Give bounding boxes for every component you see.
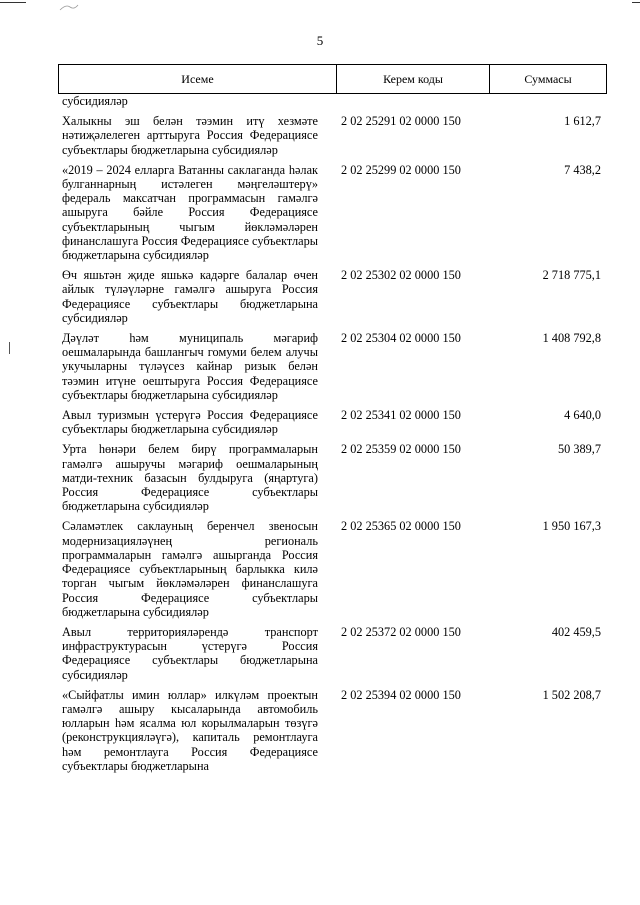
table-row (62, 268, 607, 325)
row-name: Авыл территорияләрендә транспорт инфраструктурасын үстерүгә Россия Федерациясе субъектлары бюджетларына субсидияләр (62, 624, 318, 682)
row-amount: 1 612,7 (564, 114, 601, 129)
row-code: 2 02 25304 02 0000 150 (341, 331, 461, 346)
row-code: 2 02 25359 02 0000 150 (341, 442, 461, 457)
table-row (62, 688, 607, 773)
row-code: 2 02 25291 02 0000 150 (341, 114, 461, 129)
row-name: Дәүләт һәм муниципаль мәгариф оешмаларында башлангыч гомуми белем алучы укучыларны түләүсез кайнар ризык белән тәэмин итүне оештыруга Россия Федерациясе субъектлары бюджетларына субсидияләр (62, 331, 318, 402)
table-row (62, 331, 607, 402)
scan-artifact-line (0, 2, 26, 3)
page-number: 5 (316, 33, 324, 48)
scan-artifact-mark (58, 2, 80, 12)
row-name: субсидияләр (62, 94, 128, 108)
row-name: Авыл туризмын үстерүгә Россия Федерациясе субъектлары бюджетларына субсидияләр (62, 408, 318, 437)
row-code: 2 02 25341 02 0000 150 (341, 408, 461, 423)
row-amount: 1 502 208,7 (542, 687, 601, 702)
table-row (62, 625, 607, 682)
table-body (62, 94, 607, 779)
header-amount: Суммасы (524, 71, 572, 86)
row-amount: 402 459,5 (551, 624, 601, 639)
row-amount: 4 640,0 (564, 408, 601, 423)
margin-mark (9, 342, 10, 354)
row-name: Сәламәтлек саклауның беренчел звеносын модернизацияләүнең региональ программаларын гамәлгә ашырганда Россия Федерациясе субъектларының барлыкка килә торган чыгым йөкләмәләрен финанслашуга Россия Федерациясе субъектлары бюджетларына субсидияләр (62, 519, 318, 619)
row-name: Халыкны эш белән тәэмин итү хезмәте нәтиҗәлелеген арттыруга Россия Федерациясе субъектлары бюджетларына субсидияләр (62, 114, 318, 157)
row-name: Урта һөнәри белем бирү программаларын гамәлгә ашыручы мәгариф оешмаларының матди-техник базасын булдыруга (яңартуга) Россия Федерациясе субъектлары бюджетларына субсидияләр (62, 442, 318, 514)
row-amount: 1 950 167,3 (542, 519, 601, 534)
row-amount: 1 408 792,8 (542, 331, 601, 346)
scan-artifact-line-right (632, 2, 640, 3)
table-row (62, 408, 607, 436)
table-header (58, 64, 607, 94)
table-row (62, 442, 607, 513)
header-name: Исеме (59, 65, 337, 93)
row-amount: 7 438,2 (564, 162, 601, 177)
row-name: Өч яшьтән җиде яшькә кадәрге балалар өчен айлык түләүләрне гамәлгә ашыруга Россия Федерациясе субъектлары бюджетларына субсидияләр (62, 268, 318, 325)
row-code: 2 02 25365 02 0000 150 (341, 519, 461, 534)
table-row (62, 163, 607, 262)
table-row (62, 114, 607, 157)
row-amount: 50 389,7 (557, 442, 601, 457)
row-code: 2 02 25372 02 0000 150 (341, 624, 461, 639)
row-code: 2 02 25299 02 0000 150 (341, 162, 461, 177)
table-row-continuation (62, 94, 607, 108)
header-code: Керем коды (337, 65, 490, 93)
row-amount: 2 718 775,1 (542, 268, 601, 283)
table-row (62, 519, 607, 618)
row-name: «Сыйфатлы имин юллар» илкүләм проектын гамәлгә ашыру кысаларында автомобиль юлларын һәм ясалма юл корылмаларын төзүгә (реконструкцияләүгә), капиталь ремонтлауга һәм ремонтлауга Россия Федерациясе субъектлары бюджетларына (62, 687, 318, 773)
row-code: 2 02 25302 02 0000 150 (341, 268, 461, 283)
row-name: «2019 – 2024 елларга Ватанны саклаганда һәлак булганнарның истәлеген мәңгеләштерү» федераль максатчан программасын гамәлгә ашыруга бәйле Россия Федерациясе субъектларының чыгым йөкләмәләрен финанслашуга Россия Федерациясе субъектлары бюджетларына субсидияләр (62, 162, 318, 263)
row-code: 2 02 25394 02 0000 150 (341, 687, 461, 702)
